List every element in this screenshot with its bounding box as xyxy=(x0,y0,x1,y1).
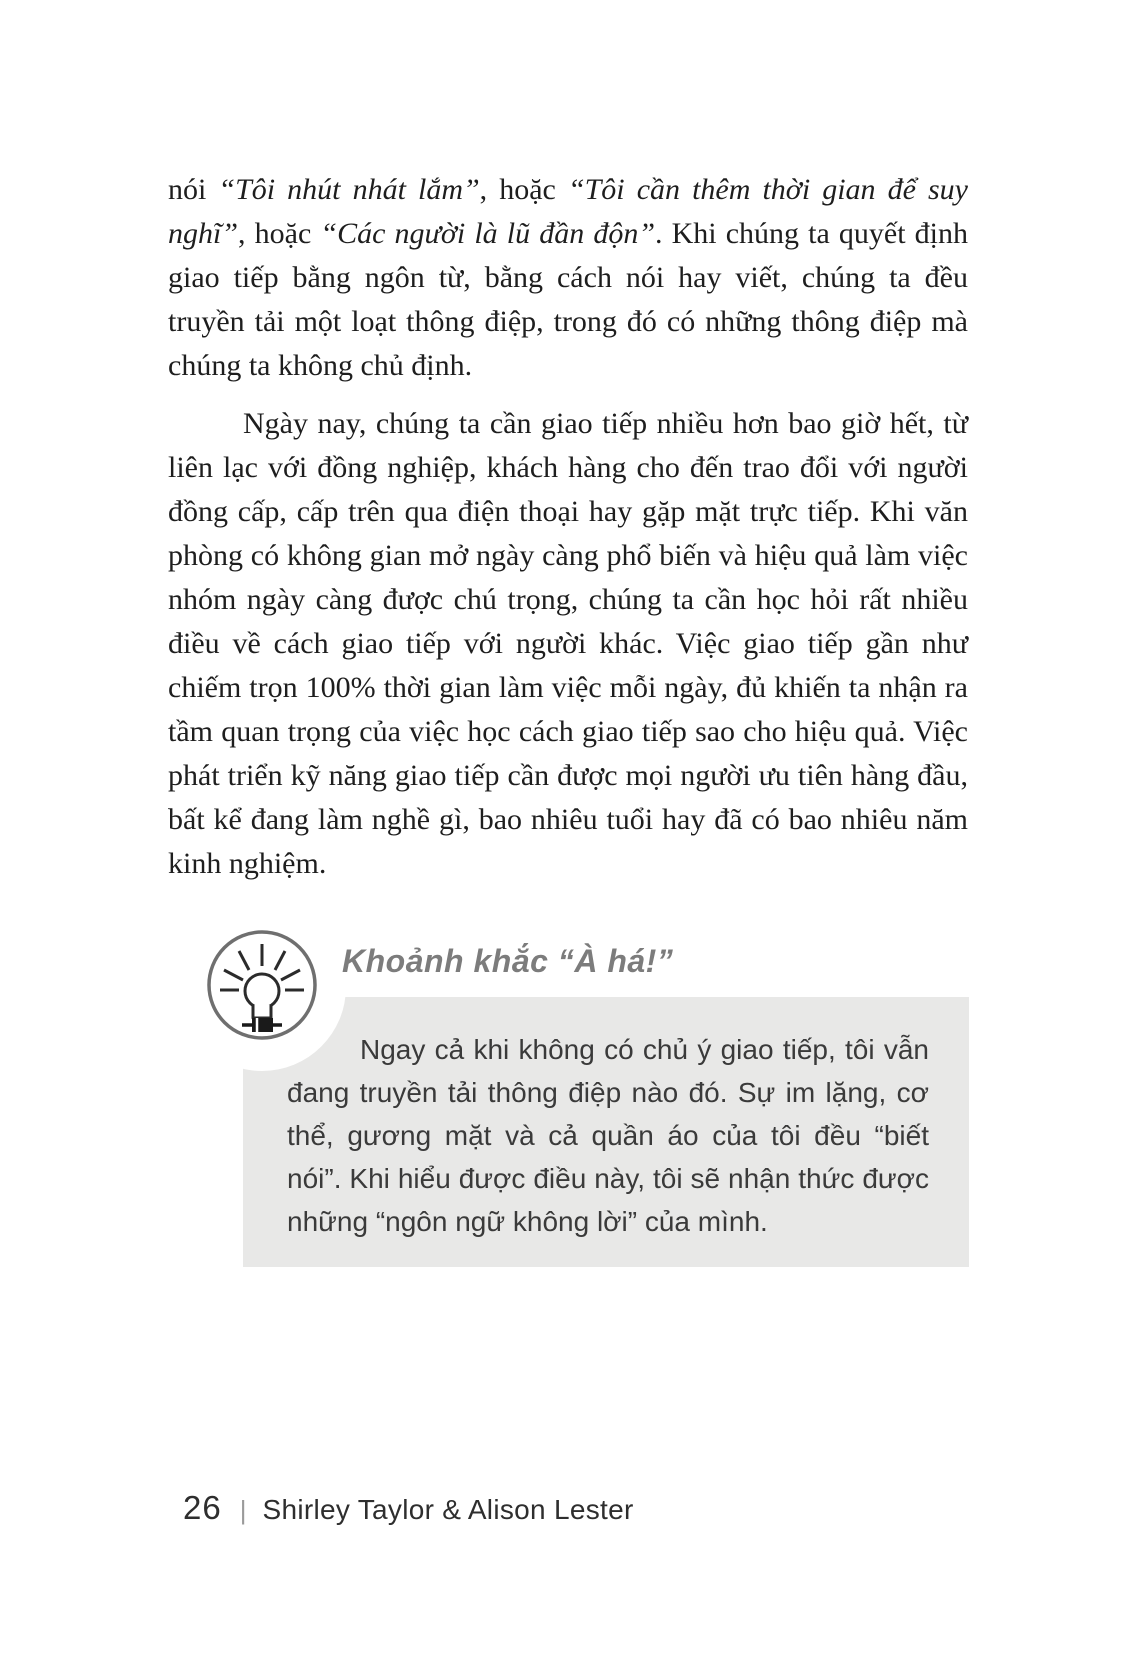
page-number: 26 xyxy=(183,1489,222,1526)
body-text-column xyxy=(168,168,968,886)
paragraph: Ngày nay, chúng ta cần giao tiếp nhiều hơn bao giờ hết, từ liên lạc với đồng nghiệp, khách hàng cho đến trao đổi với người đồng cấp, cấp trên qua điện thoại hay gặp mặt trực tiếp. Khi văn phòng có không gian mở ngày càng phổ biến và hiệu quả làm việc nhóm ngày càng được chú trọng, chúng ta cần học hỏi rất nhiều điều về cách giao tiếp với người khác. Việc giao tiếp gần như chiếm trọn 100% thời gian làm việc mỗi ngày, đủ khiến ta nhận ra tầm quan trọng của việc học cách giao tiếp sao cho hiệu quả. Việc phát triển kỹ năng giao tiếp cần được mọi người ưu tiên hàng đầu, bất kể đang làm nghề gì, bao nhiêu tuổi hay đã có bao nhiêu năm kinh nghiệm. xyxy=(168,407,968,880)
footer-separator: | xyxy=(239,1495,247,1525)
callout-title: Khoảnh khắc “À há!” xyxy=(342,943,674,979)
footer-authors: Shirley Taylor & Alison Lester xyxy=(262,1494,634,1525)
callout-text: Ngay cả khi không có chủ ý giao tiếp, tôi vẫn đang truyền tải thông điệp nào đó. Sự im lặng, cơ thể, gương mặt và cả quần áo của tôi đều “biết nói”. Khi hiểu được điều này, tôi sẽ nhận thức được những “ngôn ngữ không lời” của mình. xyxy=(287,1034,929,1237)
paragraph-continued: nói “Tôi nhút nhát lắm”, hoặc “Tôi cần thêm thời gian để suy nghĩ”, hoặc “Các người là lũ đần độn”. Khi chúng ta quyết định giao tiếp bằng ngôn từ, bằng cách nói hay viết, chúng ta đều truyền tải một loạt thông điệp, trong đó có những thông điệp mà chúng ta không chủ định. xyxy=(168,173,969,382)
page-footer xyxy=(183,1489,634,1527)
lightbulb-icon xyxy=(205,928,319,1042)
